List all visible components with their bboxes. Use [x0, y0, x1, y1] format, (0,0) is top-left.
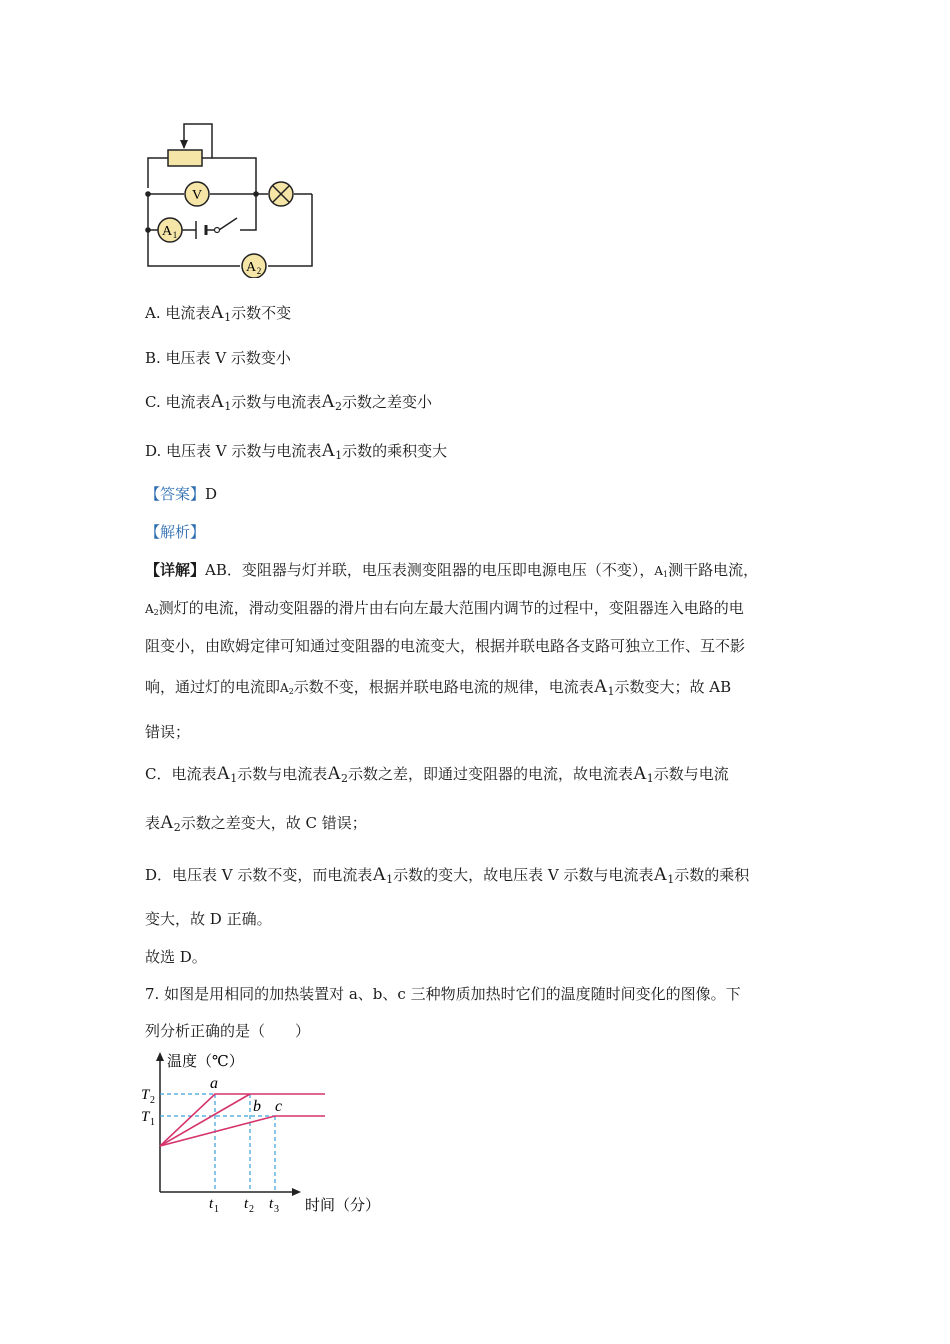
analysis-heading: 【解析】 — [145, 523, 206, 541]
detail-c-line-2: 表$A_2$示数之差变大，故 C 错误； — [145, 812, 367, 834]
detail-c-line-1: C．电流表$A_1$示数与电流表$A_2$示数之差，即通过变阻器的电流，故电流表$A_1$示数与电流 — [145, 763, 729, 785]
detail-line-1: 【详解】AB．变阻器与灯并联，电压表测变阻器的电压即电源电压（不变），A1测干路电流， — [145, 561, 759, 579]
svg-text:2: 2 — [249, 1204, 254, 1215]
temperature-time-graph — [135, 1050, 395, 1225]
option-a: A. 电流表$A_1$示数不变 — [145, 302, 292, 324]
question7-line-2: 列分析正确的是（ ） — [145, 1022, 311, 1040]
detail-final: 故选 D。 — [145, 948, 207, 966]
svg-text:V: V — [191, 188, 203, 203]
svg-text:3: 3 — [274, 1204, 279, 1215]
detail-line-2: A2测灯的电流，滑动变阻器的滑片由右向左最大范围内调节的过程中，变阻器连入电路的电 — [145, 599, 744, 617]
curve-c-label: c — [275, 1098, 283, 1115]
detail-d-line-1: D．电压表 V 示数不变，而电流表$A_1$示数的变大，故电压表 V 示数与电流表$A_1$示数的乘积 — [145, 864, 750, 886]
detail-line-4: 响，通过灯的电流即A2示数不变，根据并联电路电流的规律，电流表$A_1$示数变大；故 AB — [145, 676, 732, 698]
svg-text:1: 1 — [172, 230, 178, 240]
svg-text:1: 1 — [214, 1204, 219, 1215]
circuit-diagram — [140, 118, 325, 278]
y-axis-label: 温度（℃） — [167, 1054, 244, 1070]
svg-text:2: 2 — [256, 266, 262, 276]
detail-line-5: 错误； — [145, 723, 191, 741]
answer-line: 【答案】D — [145, 485, 218, 503]
svg-text:1: 1 — [150, 1117, 155, 1128]
svg-text:T: T — [141, 1109, 150, 1125]
svg-text:2: 2 — [150, 1095, 155, 1106]
curve-b-label: b — [253, 1098, 261, 1115]
svg-text:A: A — [161, 224, 173, 239]
svg-text:t: t — [209, 1196, 214, 1212]
svg-text:A: A — [245, 260, 257, 275]
option-b: B. 电压表 V 示数变小 — [145, 349, 291, 367]
detail-d-line-2: 变大，故 D 正确。 — [145, 910, 272, 928]
svg-text:t: t — [244, 1196, 249, 1212]
curve-a-label: a — [210, 1075, 218, 1092]
option-d: D. 电压表 V 示数与电流表$A_1$示数的乘积变大 — [145, 440, 448, 462]
x-axis-label: 时间（分） — [305, 1198, 381, 1214]
svg-text:T: T — [141, 1087, 150, 1103]
svg-text:t: t — [269, 1196, 274, 1212]
option-c: C. 电流表$A_1$示数与电流表$A_2$示数之差变小 — [145, 391, 432, 413]
detail-line-3: 阻变小，由欧姆定律可知通过变阻器的电流变大，根据并联电路各支路可独立工作、互不影 — [145, 637, 746, 655]
question7-line-1: 7. 如图是用相同的加热装置对 a、b、c 三种物质加热时它们的温度随时间变化的图像。下 — [145, 985, 741, 1003]
